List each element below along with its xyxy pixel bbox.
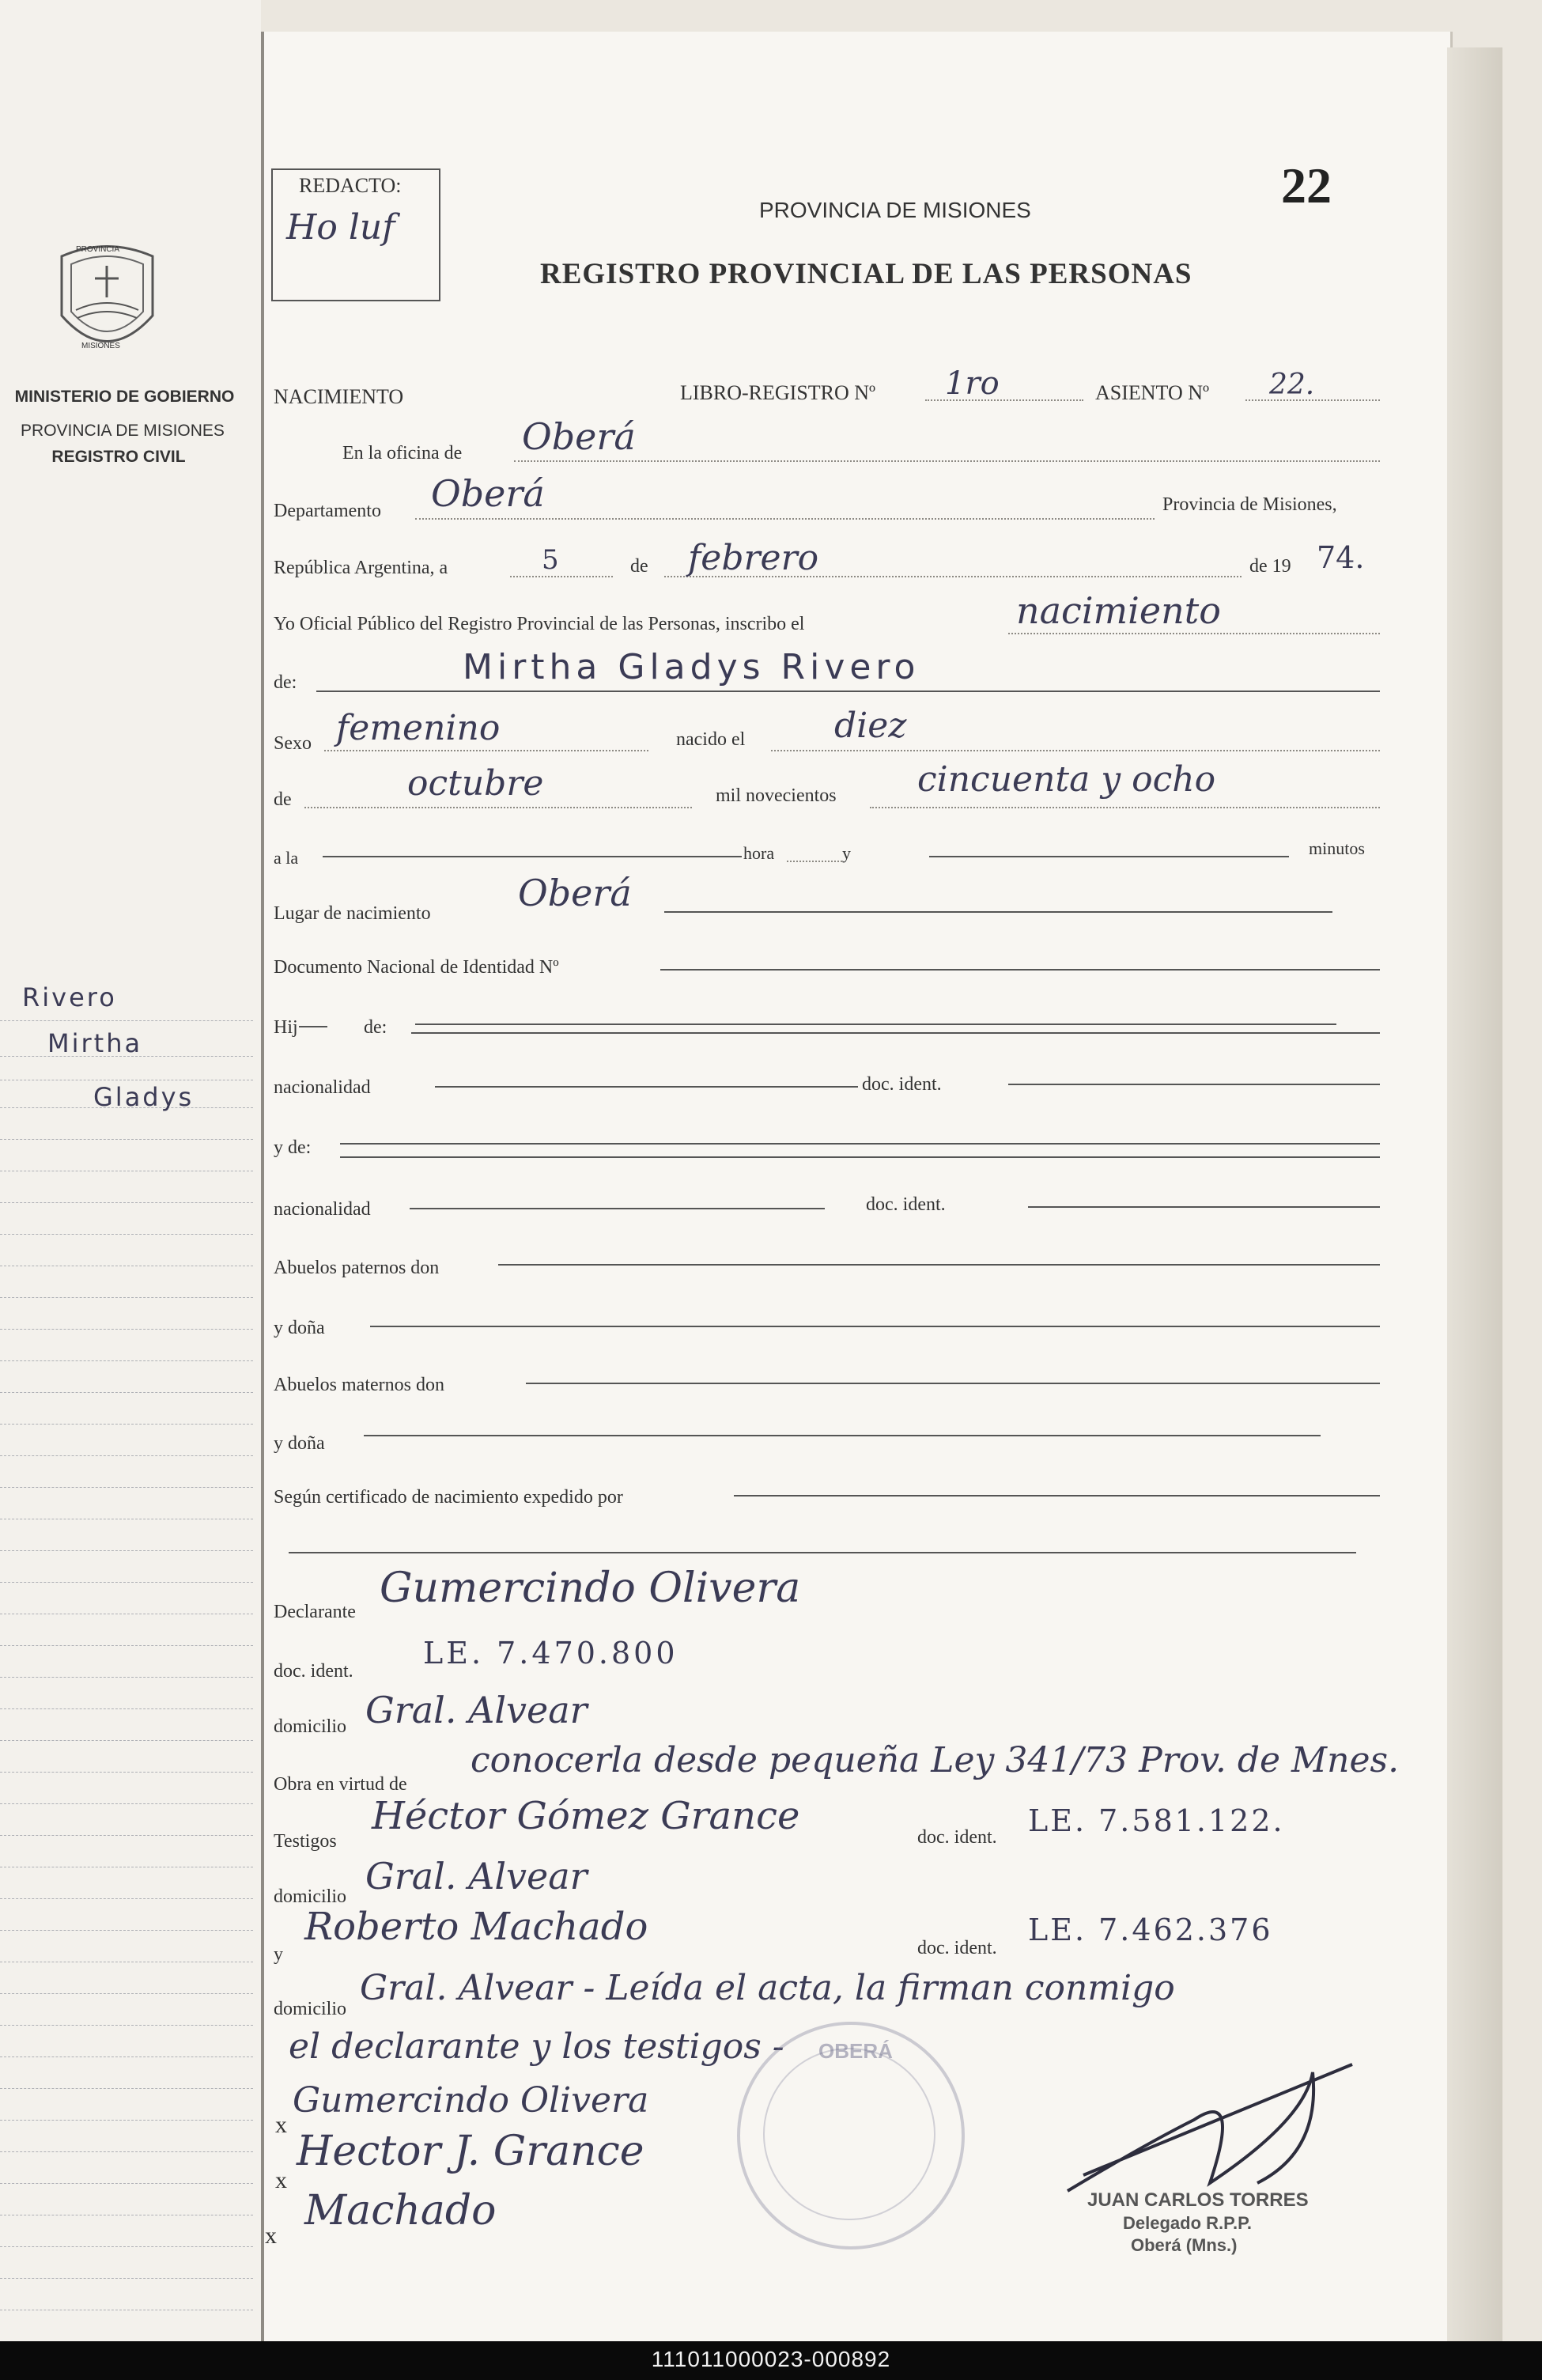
declarante-label: Declarante (274, 1602, 356, 1622)
segun-label: Según certificado de nacimiento expedido por (274, 1487, 623, 1508)
lugar-label: Lugar de nacimiento (274, 903, 431, 924)
libro-value: 1ro (945, 365, 1000, 402)
testigos-label: Testigos (274, 1831, 337, 1852)
hij-de-label: de: (364, 1017, 387, 1038)
mil-novecientos-label: mil novecientos (716, 785, 837, 806)
hij-label: Hij (274, 1017, 298, 1038)
ministry-label: MINISTERIO DE GOBIERNO (14, 388, 235, 406)
asiento-label: ASIENTO Nº (1095, 381, 1210, 404)
testigo-2-value: Roberto Machado (304, 1905, 648, 1949)
firma-testigo-2: Machado (304, 2187, 497, 2234)
minutos-label: minutos (1309, 838, 1365, 858)
seal-province-label: PROVINCIA DE MISIONES (21, 422, 225, 440)
sexo-label: Sexo (274, 733, 312, 754)
nacido-label: nacido el (676, 729, 746, 750)
anio-value: 74. (1317, 540, 1365, 575)
abuelos-paternos-label: Abuelos paternos don (274, 1258, 440, 1278)
dia-value: 5 (542, 544, 559, 576)
republica-label: República Argentina, a (274, 558, 448, 578)
official-stamp-inner-ring (763, 2048, 935, 2220)
doc-ident-declarante-label: doc. ident. (274, 1661, 353, 1682)
nacido-value: diez (834, 706, 907, 746)
official-place: Oberá (Mns.) (1131, 2235, 1238, 2255)
departamento-label: Departamento (274, 501, 381, 521)
x-mark-2: x (275, 2167, 287, 2193)
a-la-label: a la (274, 848, 299, 868)
domicilio-3-value: Gral. Alvear - Leída el acta, la firman conmigo (360, 1968, 1175, 2008)
y-label: y (842, 843, 851, 863)
domicilio-2-label: domicilio (274, 1886, 346, 1907)
oficina-label: En la oficina de (342, 443, 463, 464)
x-mark-1: x (275, 2112, 287, 2138)
domicilio-label: domicilio (274, 1716, 346, 1737)
testigo-1-value: Héctor Gómez Grance (372, 1794, 800, 1838)
nacionalidad-2-label: nacionalidad (274, 1199, 371, 1220)
hora-label: hora (743, 843, 775, 863)
margin-note-second-name: Gladys (93, 1082, 195, 1112)
province-heading: PROVINCIA DE MISIONES (759, 198, 1031, 222)
testigo-1-doc-label: doc. ident. (917, 1827, 997, 1848)
nombre-value: Mirtha Gladys Rivero (463, 647, 920, 687)
emblem-bottom-text: MISIONES (81, 342, 120, 350)
redacto-initials: Ho luf (286, 207, 395, 248)
record-type: NACIMIENTO (274, 385, 404, 408)
anio-nacimiento-value: cincuenta y ocho (917, 759, 1216, 800)
y-de-label: y de: (274, 1137, 312, 1158)
lugar-value: Oberá (518, 872, 632, 914)
departamento-value: Oberá (431, 472, 545, 515)
x-mark-3: x (265, 2223, 277, 2249)
domicilio-3-label: domicilio (274, 1999, 346, 2019)
mes-nacimiento-value: octubre (407, 763, 544, 804)
doc-ident-label: doc. ident. (862, 1074, 942, 1095)
registro-civil-label: REGISTRO CIVIL (51, 448, 186, 466)
official-signature-icon (1052, 2025, 1368, 2207)
de-label: de (630, 556, 648, 577)
domicilio-value: Gral. Alvear (365, 1689, 588, 1731)
testigo-2-doc-label: doc. ident. (917, 1938, 997, 1958)
margin-note-surname: Rivero (22, 982, 117, 1012)
page-edge (1447, 47, 1502, 2341)
yo-oficial-text: Yo Oficial Público del Registro Provincial de las Personas, inscribo el (274, 614, 805, 634)
de-label-2: de: (274, 672, 297, 693)
abuelos-maternos-label: Abuelos maternos don (274, 1375, 444, 1395)
obra-value: conocerla desde pequeña Ley 341/73 Prov. de Mnes. (471, 1740, 1400, 1780)
anio-label: de 19 (1249, 556, 1291, 577)
domicilio-2-value: Gral. Alvear (365, 1855, 588, 1898)
obra-label: Obra en virtud de (274, 1774, 407, 1795)
nacionalidad-label: nacionalidad (274, 1077, 371, 1098)
firma-declarante: Gumercindo Olivera (293, 2080, 649, 2121)
stamp-text: OBERÁ (818, 2039, 893, 2063)
inscribo-value: nacimiento (1016, 589, 1221, 632)
y-dona-2-label: y doña (274, 1433, 325, 1454)
official-name: JUAN CARLOS TORRES (1087, 2189, 1309, 2211)
de-label-3: de (274, 789, 292, 810)
mes-value: febrero (688, 538, 819, 578)
declarante-value: Gumercindo Olivera (380, 1565, 801, 1612)
oficina-value: Oberá (522, 415, 636, 458)
asiento-value: 22. (1269, 369, 1315, 401)
firma-testigo-1: Hector J. Grance (297, 2128, 644, 2175)
emblem-top-text: PROVINCIA (76, 245, 120, 254)
provincia-suffix: Provincia de Misiones, (1162, 494, 1337, 515)
dni-label: Documento Nacional de Identidad Nº (274, 957, 559, 978)
doc-ident-declarante-value: LE. 7.470.800 (423, 1636, 678, 1671)
y-testigo-label: y (274, 1944, 283, 1965)
testigo-2-doc-value: LE. 7.462.376 (1028, 1913, 1273, 1947)
official-title: Delegado R.P.P. (1123, 2213, 1253, 2233)
margin-note-first-name: Mirtha (47, 1028, 143, 1058)
sexo-value: femenino (336, 708, 501, 748)
testigo-1-doc-value: LE. 7.581.122. (1028, 1803, 1285, 1838)
registry-heading: REGISTRO PROVINCIAL DE LAS PERSONAS (540, 258, 1192, 290)
y-dona-label: y doña (274, 1318, 325, 1338)
document-id: 111011000023-000892 (651, 2347, 891, 2371)
continuacion-value: el declarante y los testigos - (289, 2026, 784, 2067)
libro-label: LIBRO-REGISTRO Nº (680, 381, 876, 404)
redacto-label: REDACTO: (299, 174, 402, 197)
page-number: 22 (1281, 157, 1332, 214)
doc-ident-2-label: doc. ident. (866, 1194, 946, 1215)
